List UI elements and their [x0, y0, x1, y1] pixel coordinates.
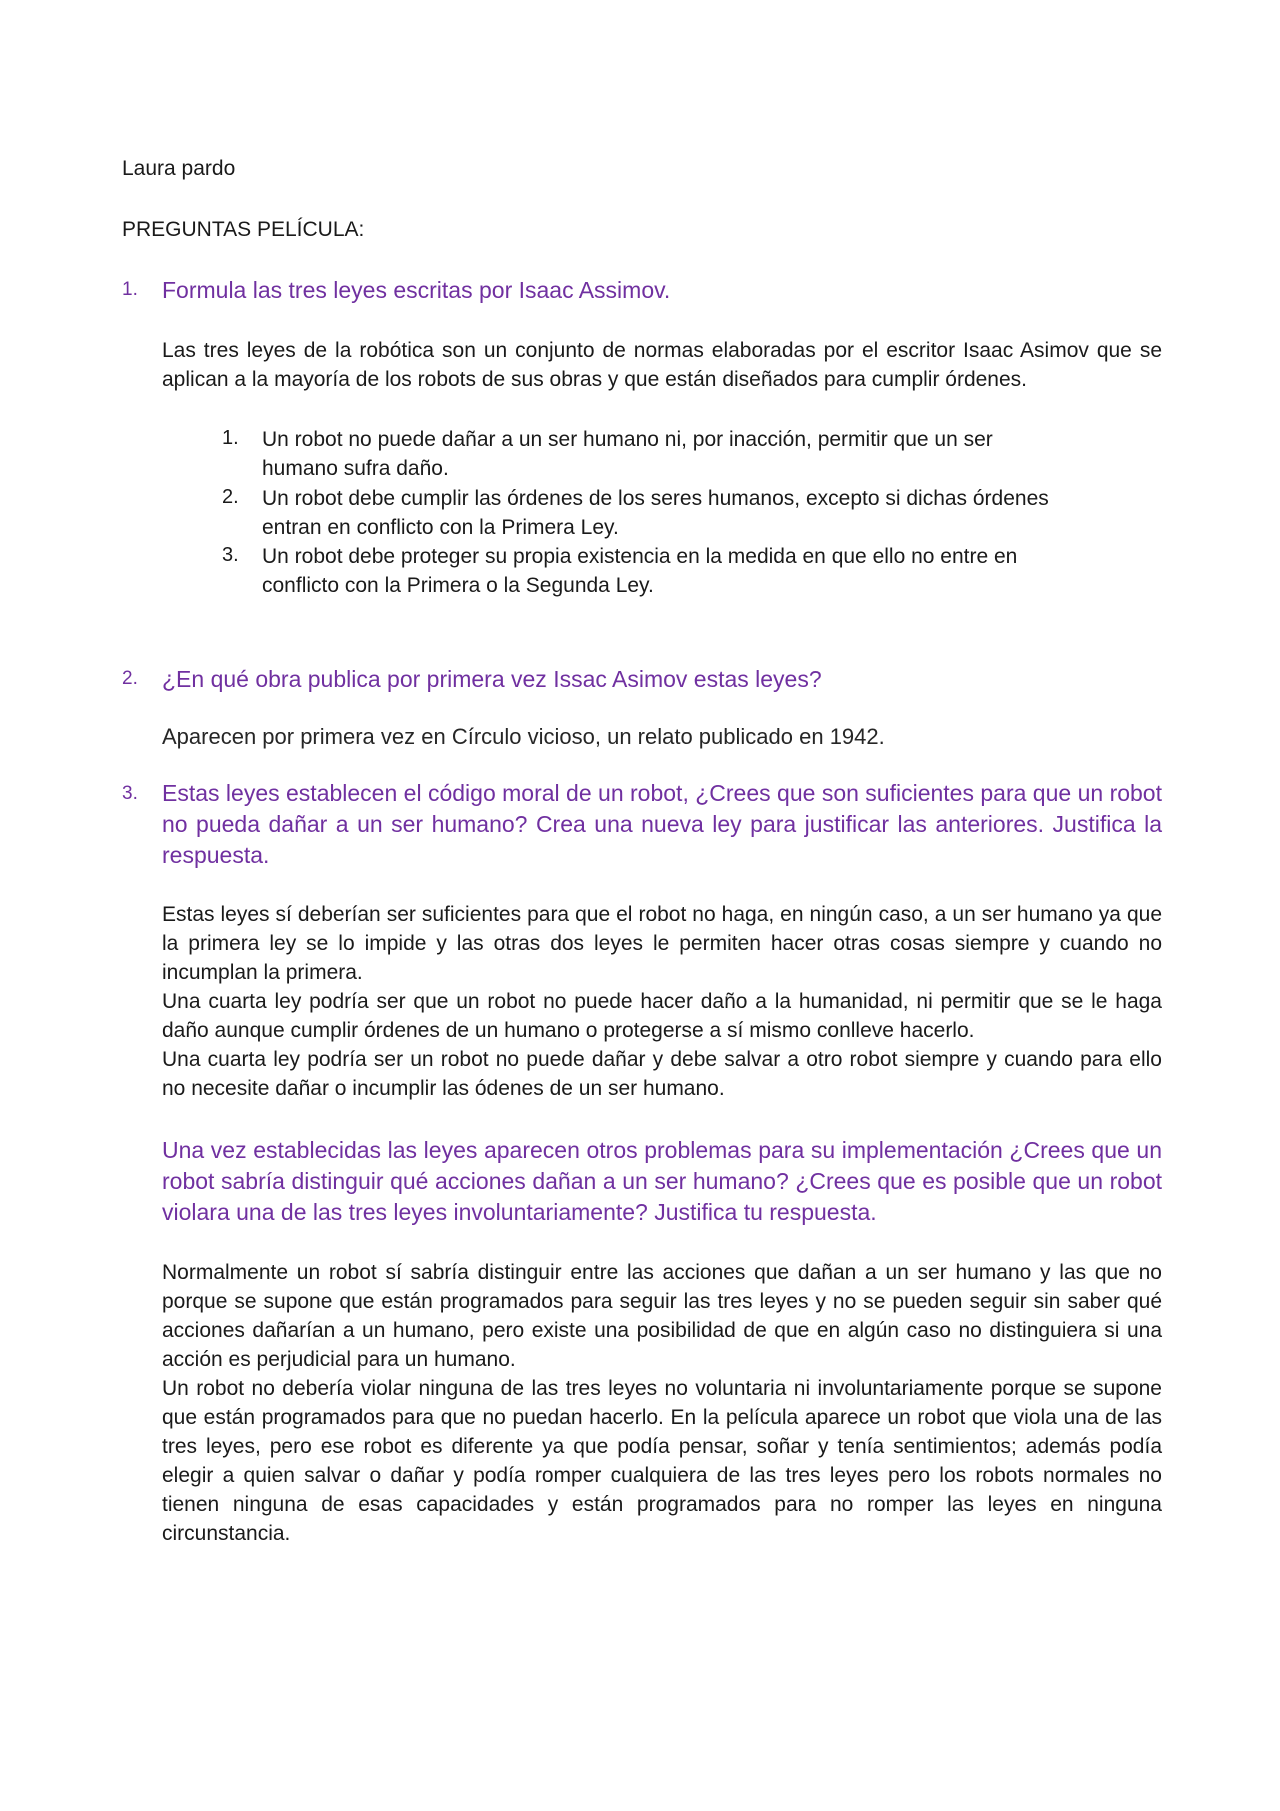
question-3-answer-paragraph-2: Una cuarta ley podría ser que un robot no puede hacer daño a la humanidad, ni permitir que se le haga daño aunque cumplir órdenes de un humano o protegerse a sí mismo conlleve hacerlo. — [162, 990, 1162, 1042]
author-name: Laura pardo — [122, 157, 236, 180]
question-1-answer: Las tres leyes de la robótica son un conjunto de normas elaboradas por el escritor Isaac Asimov que se aplican a la mayoría de los robots de sus obras y que están diseñados para cumplir órdenes. — [162, 339, 1162, 391]
question-1-number: 1. — [122, 279, 138, 300]
question-2-answer: Aparecen por primera vez en Círculo vicioso, un relato publicado en 1942. — [162, 724, 885, 749]
law-2-number: 2. — [222, 486, 239, 508]
law-3-text: Un robot debe proteger su propia existencia en la medida en que ello no entre en conflicto con la Primera o la Segunda Ley. — [262, 545, 1018, 597]
document-heading: PREGUNTAS PELÍCULA: — [122, 218, 365, 241]
law-3-number: 3. — [222, 544, 239, 566]
question-4-text: Una vez establecidas las leyes aparecen otros problemas para su implementación ¿Crees que un robot sabría distinguir qué acciones dañan a un ser humano? ¿Crees que es posible que un robot violara una de las tres leyes involuntariamente? Justifica tu respuesta. — [162, 1137, 1162, 1225]
law-1-text: Un robot no puede dañar a un ser humano ni, por inacción, permitir que un ser humano sufra daño. — [262, 428, 993, 480]
question-2-number: 2. — [122, 668, 138, 689]
question-4-answer-paragraph-2: Un robot no debería violar ninguna de las tres leyes no voluntaria ni involuntariamente porque se supone que están programados para que no puedan hacerlo. En la película aparece un robot que viola una de las tres leyes, pero ese robot es diferente ya que podía pensar, soñar y tenía sentimientos; además podía elegir a quien salvar o dañar y podía romper cualquiera de las tres leyes pero los robots normales no tienen ninguna de esas capacidades y están programados para no romper las leyes en ninguna circunstancia. — [162, 1377, 1162, 1545]
question-3-answer-paragraph-3: Una cuarta ley podría ser un robot no puede dañar y debe salvar a otro robot siempre y cuando para ello no necesite dañar o incumplir las ódenes de un ser humano. — [162, 1048, 1162, 1100]
question-1-text: Formula las tres leyes escritas por Isaac Assimov. — [162, 277, 671, 303]
question-4-answer-paragraph-1: Normalmente un robot sí sabría distinguir entre las acciones que dañan a un ser humano y las que no porque se supone que están programados para seguir las tres leyes y no se pueden seguir sin saber qué acciones dañarían a un humano, pero existe una posibilidad de que en algún caso no distinguiera si una acción es perjudicial para un humano. — [162, 1261, 1162, 1371]
question-2-text: ¿En qué obra publica por primera vez Issac Asimov estas leyes? — [162, 666, 822, 692]
law-1-number: 1. — [222, 427, 239, 449]
question-3-answer-paragraph-1: Estas leyes sí deberían ser suficientes para que el robot no haga, en ningún caso, a un ser humano ya que la primera ley se lo impide y las otras dos leyes le permiten hacer otras cosas siempre y cuando no incumplan la primera. — [162, 903, 1162, 984]
question-3-number: 3. — [122, 783, 138, 804]
law-2-text: Un robot debe cumplir las órdenes de los seres humanos, excepto si dichas órdenes entran en conflicto con la Primera Ley. — [262, 487, 1049, 539]
question-3-text: Estas leyes establecen el código moral de un robot, ¿Crees que son suficientes para que un robot no pueda dañar a un ser humano? Crea una nueva ley para justificar las anteriores. Justifica la respuesta. — [162, 780, 1162, 868]
